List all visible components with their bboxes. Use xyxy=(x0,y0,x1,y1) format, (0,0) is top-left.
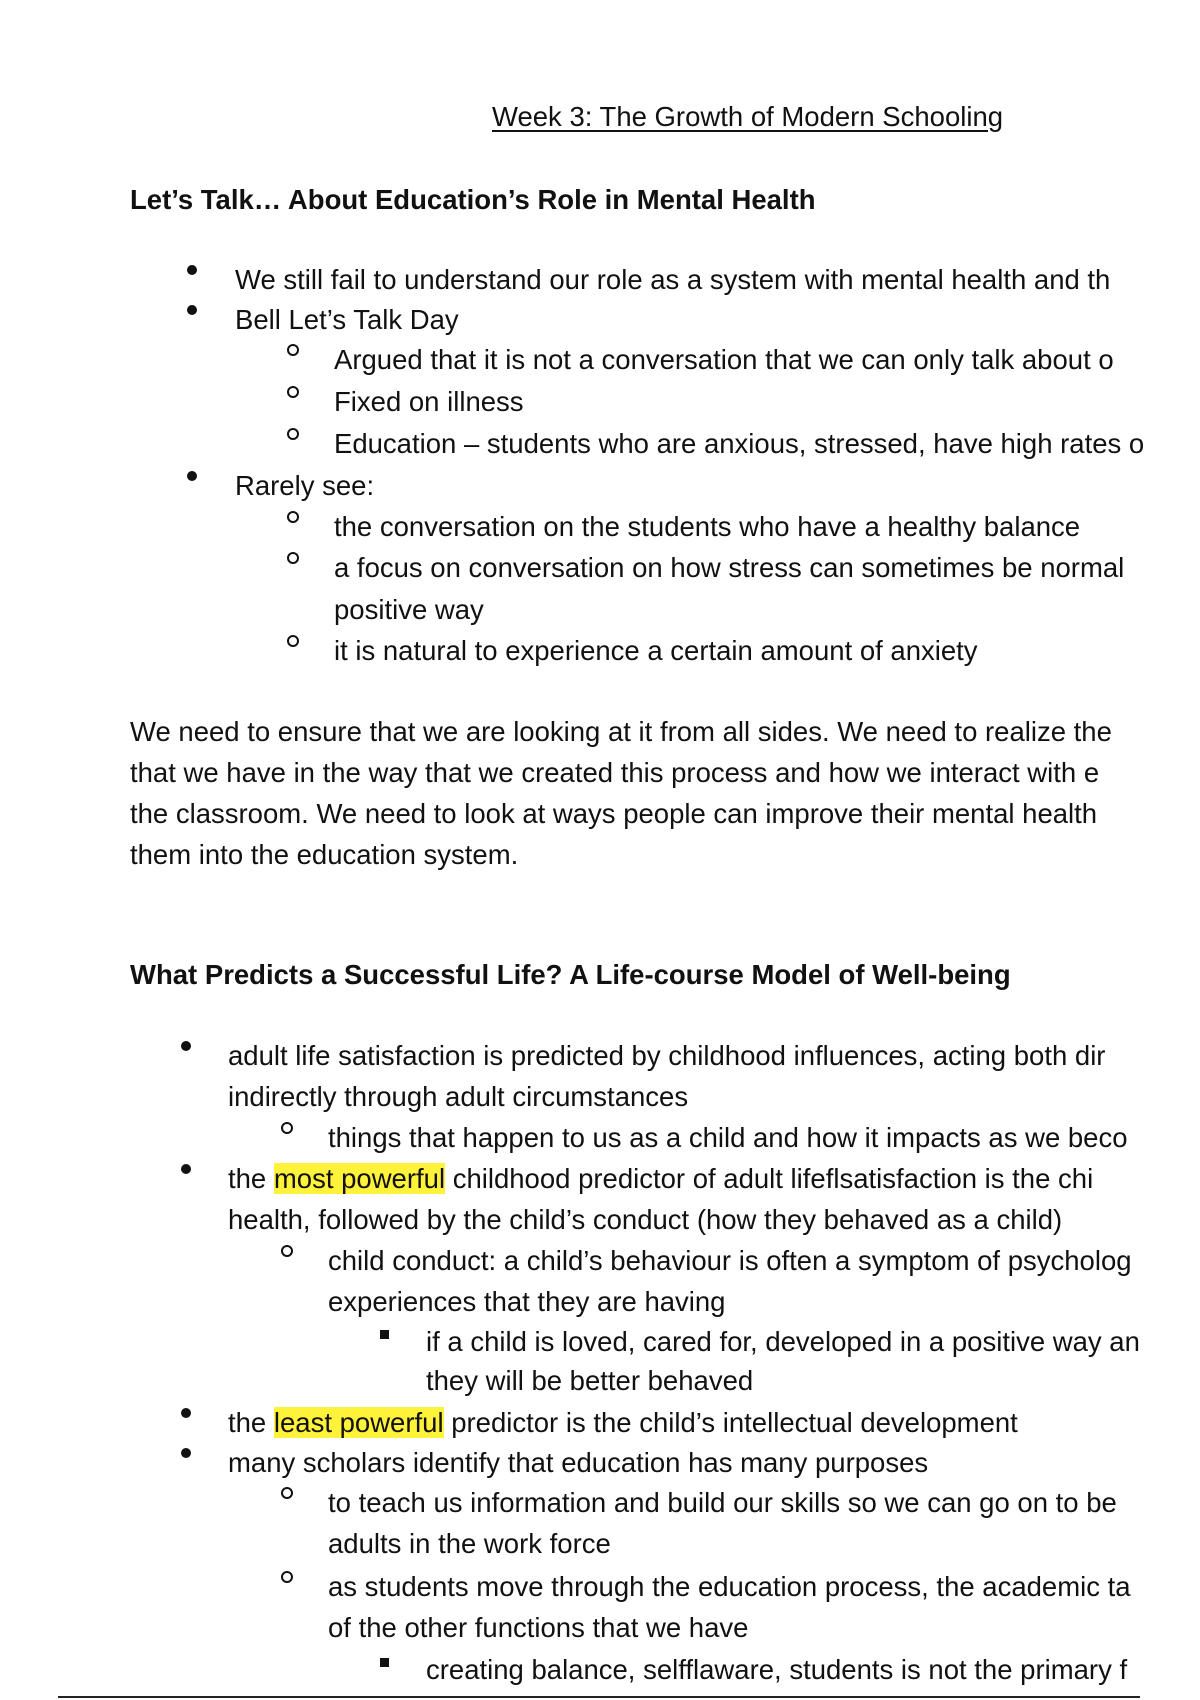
list-item-continuation: experiences that they are having xyxy=(328,1286,726,1317)
list-item: Bell Let’s Talk Day xyxy=(235,304,459,335)
page-bottom-rule xyxy=(58,1696,1140,1698)
list-item-continuation: they will be better behaved xyxy=(426,1365,754,1396)
list-item: adult life satisfaction is predicted by childhood influences, acting both dir xyxy=(228,1040,1106,1071)
list-item: We still fail to understand our role as a system with mental health and th xyxy=(235,264,1111,295)
sub-bullet-icon xyxy=(275,1570,299,1588)
sub-bullet-icon xyxy=(281,427,305,445)
page-title: Week 3: The Growth of Modern Schooling xyxy=(492,101,1004,132)
list-item xyxy=(228,1162,1093,1196)
list-item-text: the xyxy=(228,1407,274,1438)
list-item-text: the xyxy=(228,1163,274,1194)
list-item: a focus on conversation on how stress can sometimes be normal xyxy=(334,552,1125,583)
sub-bullet-icon xyxy=(281,634,305,652)
bullet-icon xyxy=(180,468,204,486)
sub-bullet-icon xyxy=(281,385,305,403)
paragraph-line: that we have in the way that we created this process and how we interact with e xyxy=(130,757,1100,788)
list-item-continuation: of the other functions that we have xyxy=(328,1612,749,1643)
list-item-continuation: health, followed by the child’s conduct (how they behaved as a child) xyxy=(228,1204,1063,1235)
paragraph-line: We need to ensure that we are looking at it from all sides. We need to realize the xyxy=(130,716,1112,747)
sub-bullet-icon xyxy=(281,551,305,569)
list-item: Argued that it is not a conversation that we can only talk about o xyxy=(334,344,1114,375)
list-item-continuation: positive way xyxy=(334,594,484,625)
sub-bullet-icon xyxy=(275,1244,299,1262)
list-item: child conduct: a child’s behaviour is often a symptom of psycholog xyxy=(328,1245,1132,1276)
list-item: the conversation on the students who have a healthy balance xyxy=(334,511,1081,542)
paragraph-line: the classroom. We need to look at ways people can improve their mental health xyxy=(130,798,1098,829)
bullet-icon xyxy=(180,262,204,280)
sub-bullet-icon xyxy=(275,1486,299,1504)
list-item: if a child is loved, cared for, developed in a positive way an xyxy=(426,1326,1140,1357)
list-item xyxy=(228,1406,1018,1440)
highlighted-text: most powerful xyxy=(273,1163,446,1194)
highlighted-text: least powerful xyxy=(273,1407,444,1438)
list-item: things that happen to us as a child and how it impacts as we beco xyxy=(328,1122,1128,1153)
list-item: many scholars identify that education has many purposes xyxy=(228,1447,929,1478)
bullet-icon xyxy=(180,302,204,320)
bullet-icon xyxy=(174,1038,198,1056)
square-bullet-icon xyxy=(372,1326,396,1344)
list-item: Fixed on illness xyxy=(334,386,524,417)
list-item: as students move through the education process, the academic ta xyxy=(328,1571,1131,1602)
list-item-continuation: indirectly through adult circumstances xyxy=(228,1081,689,1112)
list-item: creating balance, selfflaware, students is not the primary f xyxy=(426,1654,1128,1685)
square-bullet-icon xyxy=(372,1654,396,1672)
paragraph-line: them into the education system. xyxy=(130,839,519,870)
list-item: to teach us information and build our skills so we can go on to be xyxy=(328,1487,1117,1518)
sub-bullet-icon xyxy=(275,1121,299,1139)
list-item-text: childhood predictor of adult lifeflsatisfaction is the chi xyxy=(445,1163,1094,1194)
sub-bullet-icon xyxy=(281,343,305,361)
list-item: Rarely see: xyxy=(235,470,375,501)
list-item: Education – students who are anxious, stressed, have high rates o xyxy=(334,428,1145,459)
bullet-icon xyxy=(174,1161,198,1179)
section-heading-successful-life: What Predicts a Successful Life? A Life-course Model of Well-being xyxy=(130,959,1011,990)
section-heading-mental-health: Let’s Talk… About Education’s Role in Mental Health xyxy=(130,184,816,215)
list-item-continuation: adults in the work force xyxy=(328,1528,611,1559)
bullet-icon xyxy=(174,1445,198,1463)
list-item: it is natural to experience a certain amount of anxiety xyxy=(334,635,978,666)
list-item-text: predictor is the child’s intellectual development xyxy=(443,1407,1018,1438)
bullet-icon xyxy=(174,1405,198,1423)
sub-bullet-icon xyxy=(281,510,305,528)
